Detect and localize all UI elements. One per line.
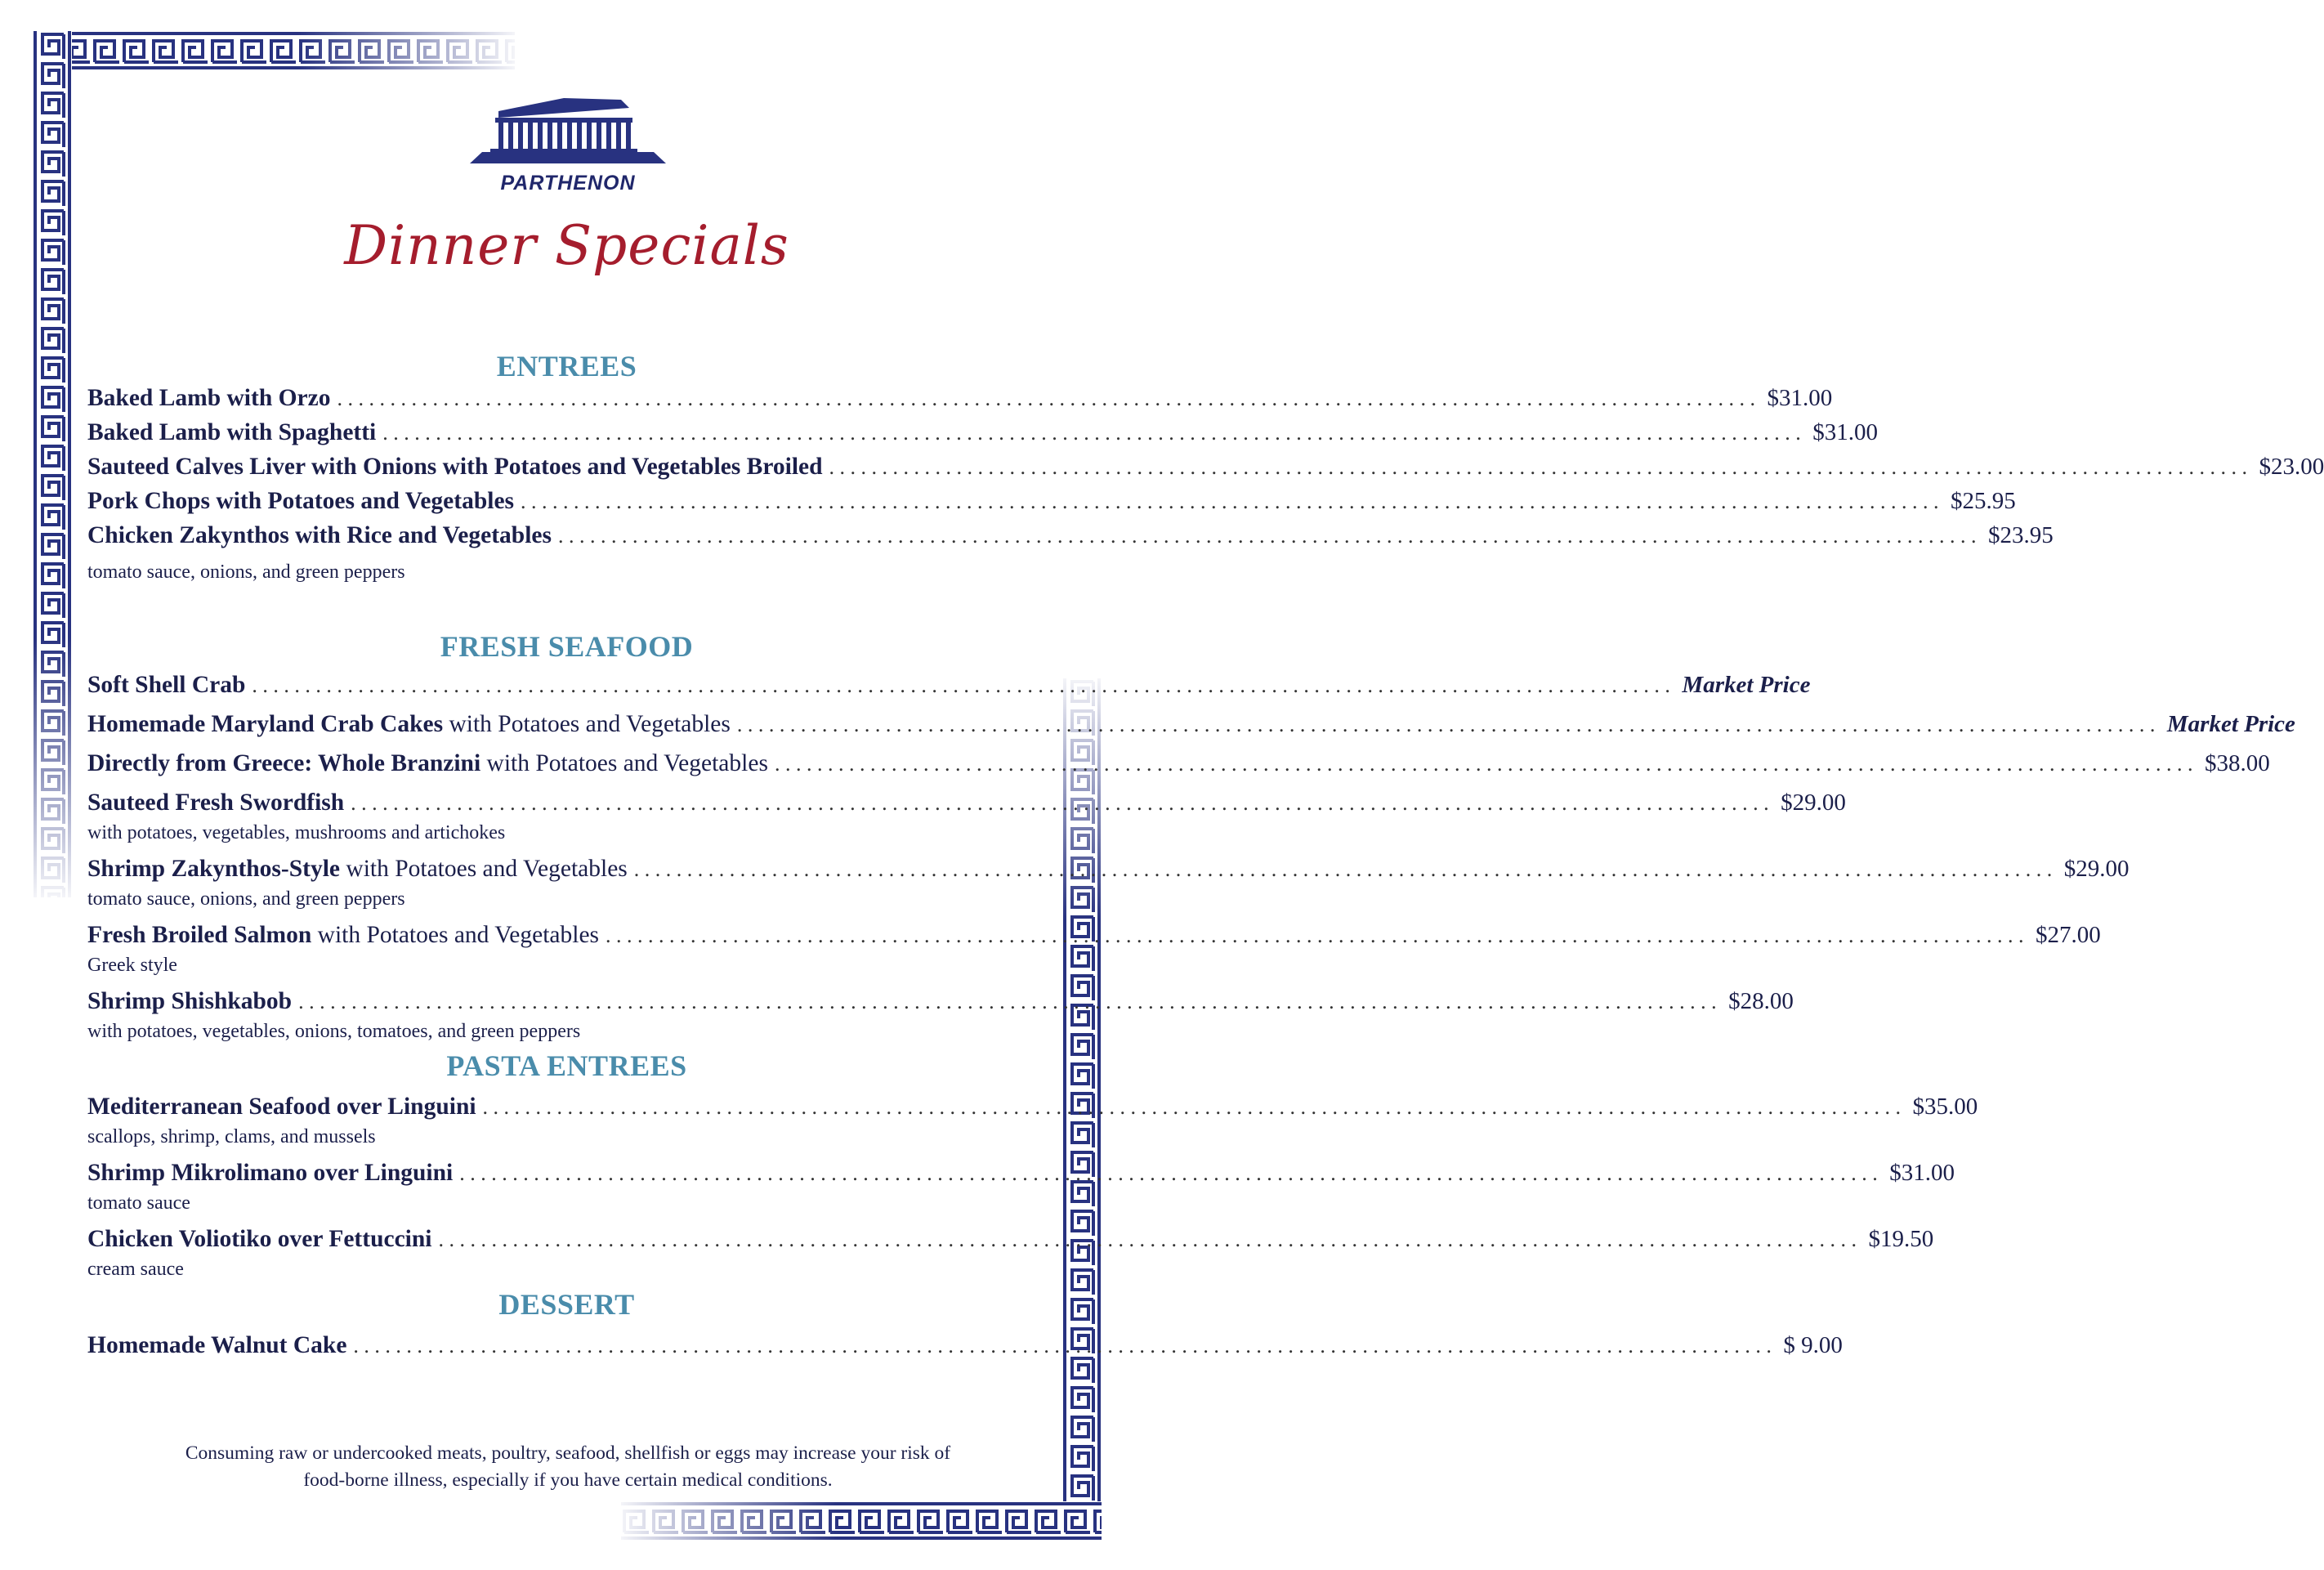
menu-item xyxy=(87,711,2295,744)
item-price: $31.00 xyxy=(1889,1160,1955,1186)
menu-item xyxy=(87,750,2270,783)
item-price: $28.00 xyxy=(1728,988,1794,1014)
item-name: Chicken Zakynthos with Rice and Vegetables xyxy=(87,522,552,548)
item-name: Baked Lamb with Spaghetti xyxy=(87,419,377,445)
menu-item xyxy=(87,672,1811,704)
item-description: with potatoes, vegetables, mushrooms and artichokes xyxy=(87,822,506,843)
menu-item xyxy=(87,1226,1934,1259)
menu-item xyxy=(87,385,1833,418)
item-name: Baked Lamb with Orzo xyxy=(87,385,331,411)
menu-item xyxy=(87,522,2054,555)
dot-leader: ...................................................................................................................................... xyxy=(482,1095,1906,1119)
item-price: $38.00 xyxy=(2204,750,2270,776)
item-name: Shrimp Zakynthos-Style xyxy=(87,856,341,882)
section-heading-dessert: DESSERT xyxy=(498,1288,635,1321)
menu-item xyxy=(87,488,2016,521)
menu-item xyxy=(87,454,2324,486)
item-price: $29.00 xyxy=(2063,856,2130,882)
item-accompaniment: with Potatoes and Vegetables xyxy=(311,922,600,948)
dot-leader: ...................................................................................................................................... xyxy=(351,791,1775,815)
item-description: scallops, shrimp, clams, and mussels xyxy=(87,1126,376,1147)
item-price: $23.00 xyxy=(2259,454,2324,480)
menu-item xyxy=(87,789,1846,822)
item-name: Pork Chops with Potatoes and Vegetables xyxy=(87,488,515,514)
dot-leader: ...................................................................................................................................... xyxy=(298,990,1723,1013)
item-description: cream sauce xyxy=(87,1259,184,1280)
item-name: Mediterranean Seafood over Linguini xyxy=(87,1094,476,1120)
menu-item xyxy=(87,1332,1843,1365)
item-price: $35.00 xyxy=(1912,1094,1978,1120)
menu-item xyxy=(87,988,1794,1021)
item-name: Directly from Greece: Whole Branzini xyxy=(87,750,481,776)
section-heading-entrees: ENTREES xyxy=(496,350,637,382)
dot-leader: ...................................................................................................................................... xyxy=(521,490,1945,513)
item-price: Market Price xyxy=(1682,672,1811,698)
section-heading-pasta: PASTA ENTREES xyxy=(446,1049,687,1082)
item-description: Greek style xyxy=(87,955,177,976)
dot-leader: ...................................................................................................................................... xyxy=(337,387,1761,410)
dot-leader: ...................................................................................................................................... xyxy=(557,524,1982,548)
item-name: Homemade Maryland Crab Cakes xyxy=(87,711,444,737)
menu-item xyxy=(87,922,2101,955)
health-disclaimer xyxy=(106,1440,1030,1494)
item-price: $ 9.00 xyxy=(1783,1332,1843,1358)
menu-item xyxy=(87,1160,1955,1192)
section-heading-seafood: FRESH SEAFOOD xyxy=(440,630,694,663)
item-description: tomato sauce xyxy=(87,1192,190,1214)
item-price: $25.95 xyxy=(1951,488,2016,514)
item-accompaniment: with Potatoes and Vegetables xyxy=(443,711,731,737)
item-name: Shrimp Mikrolimano over Linguini xyxy=(87,1160,454,1186)
item-description: with potatoes, vegetables, onions, tomatoes, and green peppers xyxy=(87,1021,581,1042)
dot-leader: ...................................................................................................................................... xyxy=(736,713,2161,736)
restaurant-logo xyxy=(462,88,674,195)
item-name: Soft Shell Crab xyxy=(87,672,246,698)
disclaimer-line: Consuming raw or undercooked meats, poultry, seafood, shellfish or eggs may increase your risk of xyxy=(185,1443,951,1464)
item-description: tomato sauce, onions, and green peppers xyxy=(87,888,405,910)
item-accompaniment: with Potatoes and Vegetables xyxy=(480,750,768,776)
item-accompaniment: with Potatoes and Vegetables xyxy=(340,856,628,882)
dot-leader: ...................................................................................................................................... xyxy=(252,673,1676,697)
item-name: Shrimp Shishkabob xyxy=(87,988,293,1014)
dot-leader: ...................................................................................................................................... xyxy=(459,1161,1884,1185)
item-name: Chicken Voliotiko over Fettuccini xyxy=(87,1226,432,1252)
dot-leader: ...................................................................................................................................... xyxy=(774,752,2198,776)
item-description: tomato sauce, onions, and green peppers xyxy=(87,561,405,583)
item-price: $19.50 xyxy=(1868,1226,1934,1252)
dot-leader: ...................................................................................................................................... xyxy=(353,1334,1777,1358)
greek-key-border-top xyxy=(33,31,515,70)
menu-item xyxy=(87,1094,1978,1126)
item-price: $29.00 xyxy=(1781,789,1846,816)
menu-item xyxy=(87,419,1879,452)
item-price: Market Price xyxy=(2166,711,2295,737)
item-name: Sauteed Fresh Swordfish xyxy=(87,789,345,816)
menu-item xyxy=(87,856,2130,888)
item-price: $27.00 xyxy=(2036,922,2101,948)
item-name: Sauteed Calves Liver with Onions with Potatoes and Vegetables Broiled xyxy=(87,454,823,480)
greek-key-border-bottom xyxy=(621,1501,1102,1541)
dot-leader: ...................................................................................................................................... xyxy=(438,1228,1862,1251)
logo-wordmark: PARTHENON xyxy=(500,172,636,195)
disclaimer-line: food-borne illness, especially if you have certain medical conditions. xyxy=(303,1469,833,1491)
dot-leader: ...................................................................................................................................... xyxy=(382,421,1807,445)
page-title: Dinner Specials xyxy=(344,214,789,277)
item-price: $23.95 xyxy=(1987,522,2054,548)
dot-leader: ...................................................................................................................................... xyxy=(829,455,2253,479)
greek-key-border-left xyxy=(33,31,72,897)
item-price: $31.00 xyxy=(1812,419,1879,445)
item-name: Homemade Walnut Cake xyxy=(87,1332,347,1358)
item-name: Fresh Broiled Salmon xyxy=(87,922,312,948)
item-price: $31.00 xyxy=(1767,385,1833,411)
dot-leader: ...................................................................................................................................... xyxy=(633,857,2058,881)
dot-leader: ...................................................................................................................................... xyxy=(606,924,2030,947)
parthenon-icon xyxy=(466,88,670,170)
